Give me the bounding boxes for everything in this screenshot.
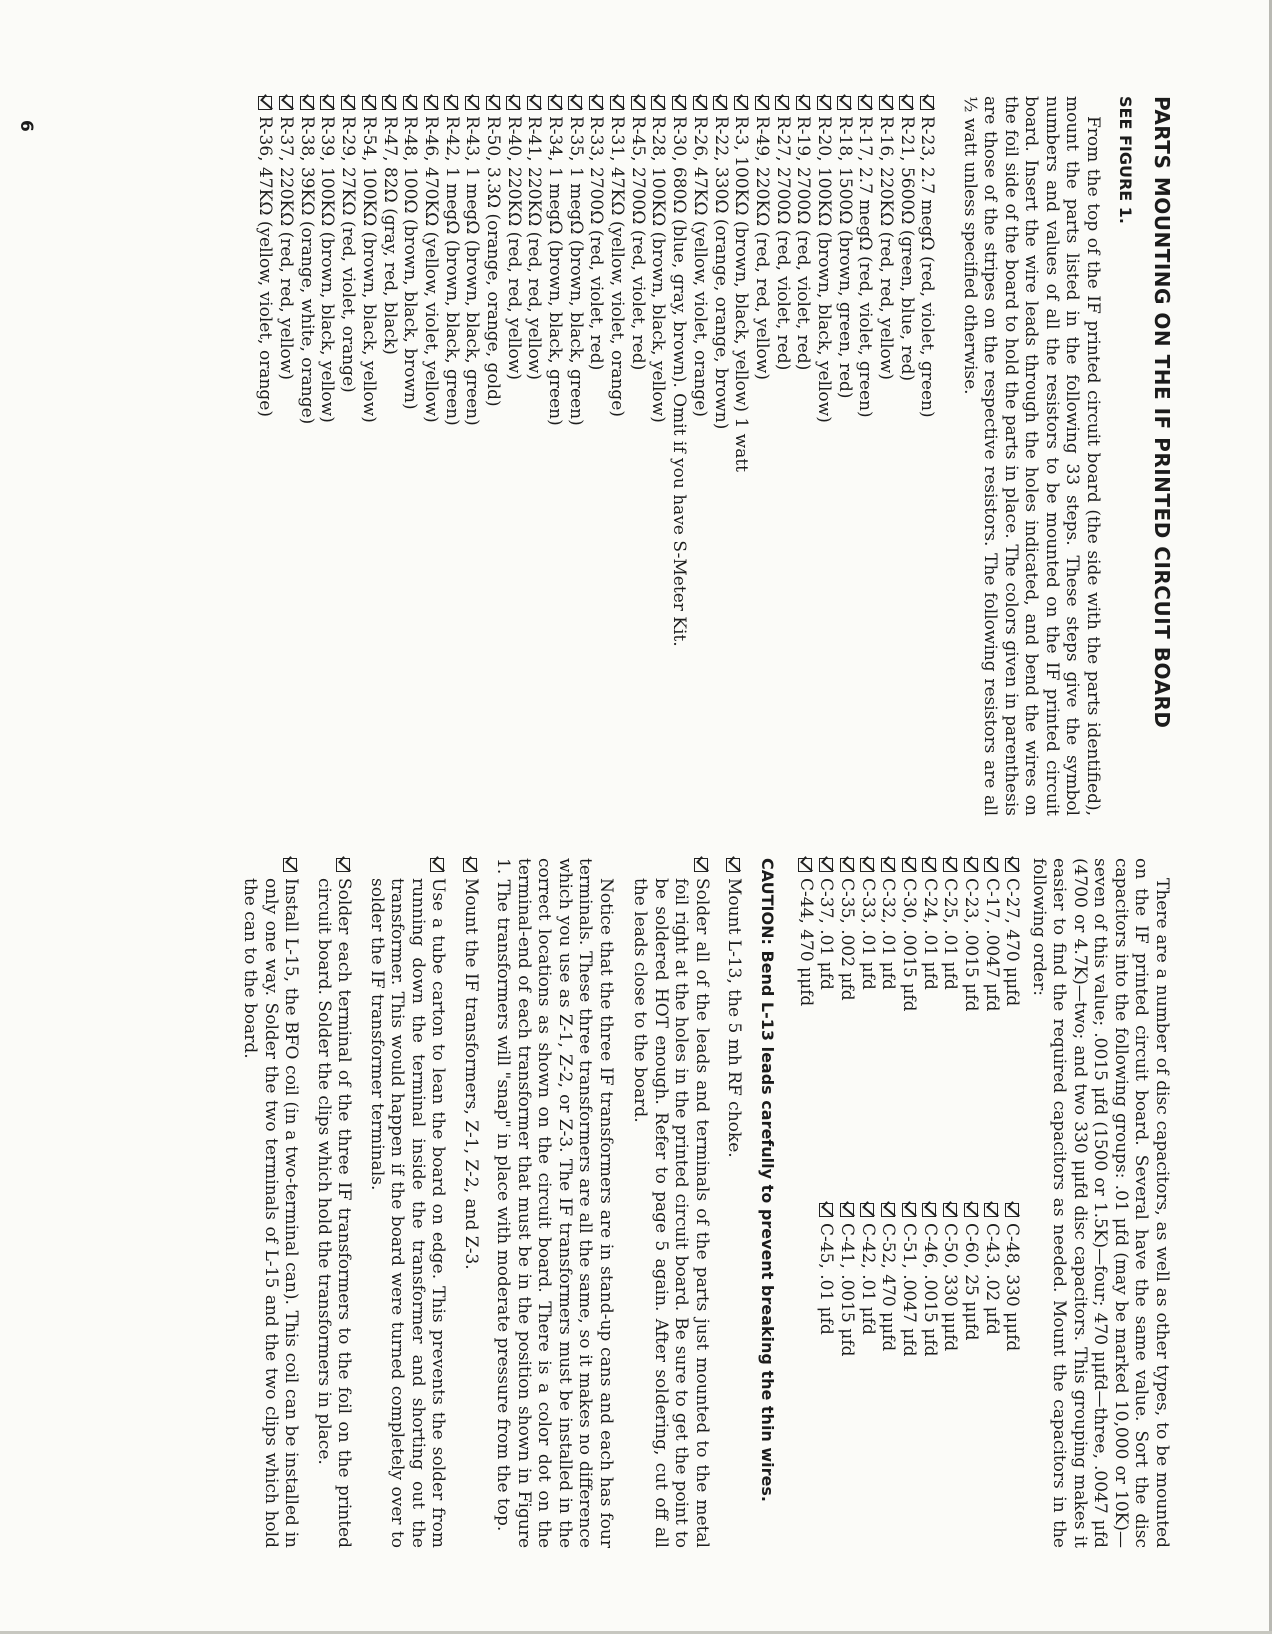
checklist-item — [607, 96, 628, 816]
checklist-item-text: C-25, .01 μfd — [940, 878, 961, 990]
resistor-list — [255, 96, 938, 816]
checklist-item-text: R-29, 27KΩ (red, violet, orange) — [338, 116, 359, 393]
checklist-item-text: R-3, 100KΩ (brown, black, yellow) 1 watt — [731, 116, 752, 473]
checklist-item — [255, 96, 276, 816]
checklist-item — [379, 96, 400, 816]
checklist-item — [772, 96, 793, 816]
checklist-item-text: C-44, 470 μμfd — [795, 878, 816, 1007]
checkbox-checked-icon[interactable] — [920, 96, 934, 110]
checkbox-checked-icon[interactable] — [1005, 1203, 1019, 1217]
checklist-item-text: C-60, 25 μμfd — [961, 1223, 982, 1341]
checkbox-checked-icon[interactable] — [424, 96, 438, 110]
checklist-item — [898, 858, 919, 1203]
checklist-item-text: C-33, .01 μfd — [857, 878, 878, 990]
checkbox-checked-icon[interactable] — [734, 96, 748, 110]
checklist-item — [813, 96, 834, 816]
figure-reference: SEE FIGURE 1. — [1116, 96, 1136, 224]
checklist-item-text: R-33, 2700Ω (red, violet, red) — [586, 116, 607, 371]
step-text: Use a tube carton to lean the board on edge. This prevents the solder from running down the terminal inside the transformer and shorting out the transformer. This would happen if the board were turned completely over to solder the IF transformer terminals. — [366, 878, 449, 1548]
checklist-item-text: C-50, 330 μμfd — [940, 1223, 961, 1352]
checklist-item — [317, 96, 338, 816]
checklist-item — [940, 1203, 961, 1548]
checkbox-checked-icon[interactable] — [860, 858, 874, 872]
checkbox-checked-icon[interactable] — [651, 96, 665, 110]
checklist-item-text: R-37, 220KΩ (red, red, yellow) — [276, 116, 297, 380]
checklist-item — [524, 96, 545, 816]
checklist-item-text: R-38, 39KΩ (orange, white, orange) — [296, 116, 317, 425]
checkbox-checked-icon[interactable] — [362, 96, 376, 110]
checkbox-checked-icon[interactable] — [840, 858, 854, 872]
checkbox-checked-icon[interactable] — [506, 96, 520, 110]
checklist-item-text: R-20, 100KΩ (brown, black, yellow) — [813, 116, 834, 423]
checkbox-checked-icon[interactable] — [860, 1203, 874, 1217]
checkbox-checked-icon[interactable] — [672, 96, 686, 110]
checklist-item-text: C-32, .01 μfd — [878, 878, 899, 990]
checklist-item — [669, 96, 690, 816]
capacitor-list-left — [795, 858, 1023, 1203]
step-mount-l13 — [724, 858, 745, 1548]
checklist-item — [960, 858, 981, 1203]
checkbox-checked-icon[interactable] — [631, 96, 645, 110]
checklist-item-text: R-23, 2.7 megΩ (red, violet, green) — [917, 116, 938, 418]
checkbox-checked-icon[interactable] — [798, 858, 812, 872]
checkbox-checked-icon[interactable] — [568, 96, 582, 110]
checkbox-checked-icon[interactable] — [1005, 858, 1019, 872]
checklist-item — [1002, 858, 1023, 1203]
checkbox-checked-icon[interactable] — [819, 1203, 833, 1217]
step-tube-carton — [366, 858, 448, 1548]
checklist-item-text: R-35, 1 megΩ (brown, black, green) — [565, 116, 586, 426]
checklist-item-text: R-28, 100KΩ (brown, black, yellow) — [648, 116, 669, 423]
checklist-item-text: R-49, 220KΩ (red, red, yellow) — [751, 116, 772, 380]
checklist-item-text: C-45, .01 μfd — [816, 1223, 837, 1335]
step-install-l15 — [240, 858, 302, 1548]
checklist-item-text: C-27, 470 μμfd — [1002, 878, 1023, 1007]
checklist-item — [878, 858, 899, 1203]
checklist-item — [898, 1203, 919, 1548]
checkbox-checked-icon[interactable] — [463, 858, 477, 872]
checkbox-checked-icon[interactable] — [858, 96, 872, 110]
step-mount-if-transformers — [460, 858, 481, 1548]
checklist-item-text: C-42, .01 μfd — [857, 1223, 878, 1335]
checkbox-checked-icon[interactable] — [258, 96, 272, 110]
caution-note: CAUTION: Bend L-13 leads carefully to prevent breaking the thin wires. — [757, 858, 777, 1502]
checkbox-checked-icon[interactable] — [819, 858, 833, 872]
checkbox-checked-icon[interactable] — [922, 1203, 936, 1217]
checklist-item-text: R-42, 1 megΩ (brown, black, green) — [441, 116, 462, 426]
checkbox-checked-icon[interactable] — [713, 96, 727, 110]
right-column — [240, 858, 1172, 1548]
checklist-item-text: R-17, 2.7 megΩ (red, violet, green) — [855, 116, 876, 418]
step-text: Solder each terminal of the three IF transformers to the foil on the printed circuit board. Solder the clips which hold the transformers in place. — [313, 878, 355, 1548]
checklist-item-text: C-37, .01 μfd — [816, 878, 837, 990]
checklist-item-text: R-36, 47KΩ (yellow, violet, orange) — [255, 116, 276, 417]
checkbox-checked-icon[interactable] — [902, 858, 916, 872]
checklist-item — [857, 1203, 878, 1548]
checklist-item — [689, 96, 710, 816]
checkbox-checked-icon[interactable] — [341, 96, 355, 110]
checklist-item-text: C-23, .0015 μfd — [961, 878, 982, 1012]
checkbox-checked-icon[interactable] — [283, 858, 297, 872]
checklist-item-text: R-47, 82Ω (gray, red, black) — [379, 116, 400, 355]
checkbox-checked-icon[interactable] — [899, 96, 913, 110]
checklist-item — [855, 96, 876, 816]
checkbox-checked-icon[interactable] — [881, 1203, 895, 1217]
checkbox-checked-icon[interactable] — [775, 96, 789, 110]
step-solder-transformers — [313, 858, 354, 1548]
checklist-item-text: R-41, 220KΩ (red, red, yellow) — [524, 116, 545, 380]
checklist-item — [751, 96, 772, 816]
checkbox-checked-icon[interactable] — [336, 858, 350, 872]
checklist-item-text: R-34, 1 megΩ (brown, black, green) — [545, 116, 566, 426]
checkbox-checked-icon[interactable] — [693, 96, 707, 110]
checkbox-checked-icon[interactable] — [840, 1203, 854, 1217]
checklist-item-text: C-41, .0015 μfd — [836, 1223, 857, 1357]
checklist-item-text: C-43, .02 μfd — [981, 1223, 1002, 1335]
checklist-item-text: R-18, 1500Ω (brown, green, red) — [834, 116, 855, 399]
page-number: 6 — [16, 120, 36, 132]
checklist-item-text: C-46, .0015 μfd — [919, 1223, 940, 1357]
checklist-item — [816, 858, 837, 1203]
checklist-item — [981, 1203, 1002, 1548]
checklist-item — [358, 96, 379, 816]
checklist-item-text: R-54, 100KΩ (brown, black, yellow) — [358, 116, 379, 423]
checkbox-checked-icon[interactable] — [548, 96, 562, 110]
checkbox-checked-icon[interactable] — [964, 858, 978, 872]
checkbox-checked-icon[interactable] — [943, 858, 957, 872]
checklist-item — [960, 1203, 981, 1548]
checkbox-checked-icon[interactable] — [837, 96, 851, 110]
left-column — [255, 96, 1172, 816]
checklist-item-text: R-46, 470KΩ (yellow, violet, yellow) — [420, 116, 441, 423]
checklist-item-text: R-40, 220KΩ (red, red, yellow) — [503, 116, 524, 380]
checklist-item — [710, 96, 731, 816]
checkbox-checked-icon[interactable] — [444, 96, 458, 110]
checklist-item — [875, 96, 896, 816]
checklist-item — [441, 96, 462, 816]
checkbox-checked-icon[interactable] — [527, 96, 541, 110]
checklist-item — [338, 96, 359, 816]
checklist-item — [627, 96, 648, 816]
checklist-item — [648, 96, 669, 816]
checklist-item — [878, 1203, 899, 1548]
checklist-item-text: R-21, 5600Ω (green, blue, red) — [896, 116, 917, 382]
checklist-item — [296, 96, 317, 816]
checklist-item — [462, 96, 483, 816]
checklist-item — [857, 858, 878, 1203]
checkbox-checked-icon[interactable] — [430, 858, 444, 872]
checklist-item — [816, 1203, 837, 1548]
checklist-item — [586, 96, 607, 816]
checklist-item — [896, 96, 917, 816]
checklist-item-text: R-48, 100Ω (brown, black, brown) — [400, 116, 421, 410]
checklist-item — [400, 96, 421, 816]
checklist-item-text: R-50, 3.3Ω (orange, orange, gold) — [482, 116, 503, 407]
checklist-item — [917, 96, 938, 816]
checklist-item-text: R-22, 330Ω (orange, orange, brown) — [710, 116, 731, 430]
checklist-item — [919, 858, 940, 1203]
checklist-item-text: C-35, .002 μfd — [836, 878, 857, 1001]
checklist-item — [940, 858, 961, 1203]
checkbox-checked-icon[interactable] — [984, 858, 998, 872]
intro-paragraph: From the top of the IF printed circuit board (the side with the parts identified), mount the parts listed in the following 33 steps. These steps give the symbol numbers and values of all the resistors to be mounted on the IF printed circuit board. Insert the wire leads through the holes indicated, and bend the wires on the foil side of the board to hold the parts in place. The colors given in parenthesis are those of the stripes on the respective resistors. The following resistors are all ½ watt unless specified otherwise. — [960, 96, 1103, 816]
checklist-item-text: C-48, 330 μμfd — [1002, 1223, 1023, 1352]
checkbox-checked-icon[interactable] — [694, 858, 708, 872]
checkbox-checked-icon[interactable] — [726, 858, 740, 872]
checklist-item-text: C-24, .01 μfd — [919, 878, 940, 990]
checkbox-checked-icon[interactable] — [403, 96, 417, 110]
checklist-item-text: R-31, 47KΩ (yellow, violet, orange) — [607, 116, 628, 417]
checklist-item — [795, 858, 816, 1203]
checkbox-checked-icon[interactable] — [320, 96, 334, 110]
checkbox-checked-icon[interactable] — [465, 96, 479, 110]
checkbox-checked-icon[interactable] — [300, 96, 314, 110]
checklist-item — [834, 96, 855, 816]
checkbox-checked-icon[interactable] — [796, 96, 810, 110]
checklist-item-text: R-26, 47KΩ (yellow, violet, orange) — [689, 116, 710, 417]
step-text: Solder all of the leads and terminals of the parts just mounted to the metal foil right at the holes in the printed circuit board. Be sure to get the point to be soldered HOT enough. Refer to page 5 again. After soldering, cut off all the leads close to the board. — [630, 878, 712, 1548]
checkbox-checked-icon[interactable] — [382, 96, 396, 110]
notice-paragraph: Notice that the three IF transformers are in stand-up cans and each has four terminals. These three transformers are all the same, so it makes no difference which you use as Z-1, Z-2, or Z-3. The IF transformers must be installed in the correct locations as shown on the circuit board. There is a color dot on the terminal-end of each transformer that must be in the position shown in Figure 1. The transformers will "snap" in place with moderate pressure from the top. — [493, 858, 616, 1548]
checkbox-checked-icon[interactable] — [817, 96, 831, 110]
checklist-item-text: C-30, .0015 μfd — [898, 878, 919, 1012]
checklist-item — [276, 96, 297, 816]
checklist-item — [420, 96, 441, 816]
checklist-item — [565, 96, 586, 816]
step-text: Install L-15, the BFO coil (in a two-terminal can). This coil can be installed in only one way. Solder the two terminals of L-15 and the two clips which hold the can to the board. — [240, 878, 302, 1548]
capacitor-intro: There are a number of disc capacitors, as well as other types, to be mounted on the IF printed circuit board. Several have the same value. Sort the disc capacitors into the following groups: .01 μfd (may be marked 10,000 or 10K)—seven of this value; .0015 μfd (1500 or 1.5K)—four; 470 μμfd—three, .0047 μfd (4700 or 4.7K)—two; and two 330 μμfd disc capacitors. This grouping makes it easier to find the required capacitors as needed. Mount the capacitors in the following order: — [1029, 858, 1172, 1548]
step-text: Mount the IF transformers, Z-1, Z-2, and Z-3. — [460, 878, 481, 1270]
checklist-item-text: R-19, 2700Ω (red, violet, red) — [793, 116, 814, 371]
checkbox-checked-icon[interactable] — [879, 96, 893, 110]
checklist-item-text: R-39, 100KΩ (brown, black, yellow) — [317, 116, 338, 423]
checklist-item-text: R-16, 220KΩ (red, red, yellow) — [876, 116, 897, 380]
page-title: PARTS MOUNTING ON THE IF PRINTED CIRCUIT BOARD — [1150, 96, 1174, 729]
checklist-item-text: C-51, .0047 μfd — [898, 1223, 919, 1357]
checklist-item — [1002, 1203, 1023, 1548]
capacitor-list-right — [795, 1203, 1023, 1548]
step-text: Mount L-13, the 5 mh RF choke. — [724, 878, 745, 1158]
checklist-item-text: R-45, 2700Ω (red, violet, red) — [627, 116, 648, 371]
checklist-item-text: R-27, 2700Ω (red, violet, red) — [772, 116, 793, 371]
checklist-item — [503, 96, 524, 816]
checklist-item-text: R-30, 680Ω (blue, gray, brown). Omit if you have S-Meter Kit. — [669, 116, 690, 647]
checkbox-checked-icon[interactable] — [984, 1203, 998, 1217]
checkbox-checked-icon[interactable] — [943, 1203, 957, 1217]
capacitor-list — [795, 858, 1023, 1548]
checklist-item — [836, 858, 857, 1203]
checklist-item — [544, 96, 565, 816]
checkbox-checked-icon[interactable] — [922, 858, 936, 872]
checkbox-checked-icon[interactable] — [279, 96, 293, 110]
checklist-item — [919, 1203, 940, 1548]
checkbox-checked-icon[interactable] — [610, 96, 624, 110]
checkbox-checked-icon[interactable] — [486, 96, 500, 110]
checkbox-checked-icon[interactable] — [902, 1203, 916, 1217]
checklist-item — [981, 858, 1002, 1203]
checklist-item — [793, 96, 814, 816]
checkbox-checked-icon[interactable] — [881, 858, 895, 872]
checklist-item — [731, 96, 752, 816]
checklist-item-text: C-17, .0047 μfd — [981, 878, 1002, 1012]
checklist-item — [836, 1203, 857, 1548]
checkbox-checked-icon[interactable] — [964, 1203, 978, 1217]
checkbox-checked-icon[interactable] — [589, 96, 603, 110]
checkbox-checked-icon[interactable] — [755, 96, 769, 110]
checklist-item-text: R-43, 1 megΩ (brown, black, green) — [462, 116, 483, 426]
checklist-item — [482, 96, 503, 816]
checklist-item-text: C-52, 470 μμfd — [878, 1223, 899, 1352]
step-solder-leads — [630, 858, 712, 1548]
